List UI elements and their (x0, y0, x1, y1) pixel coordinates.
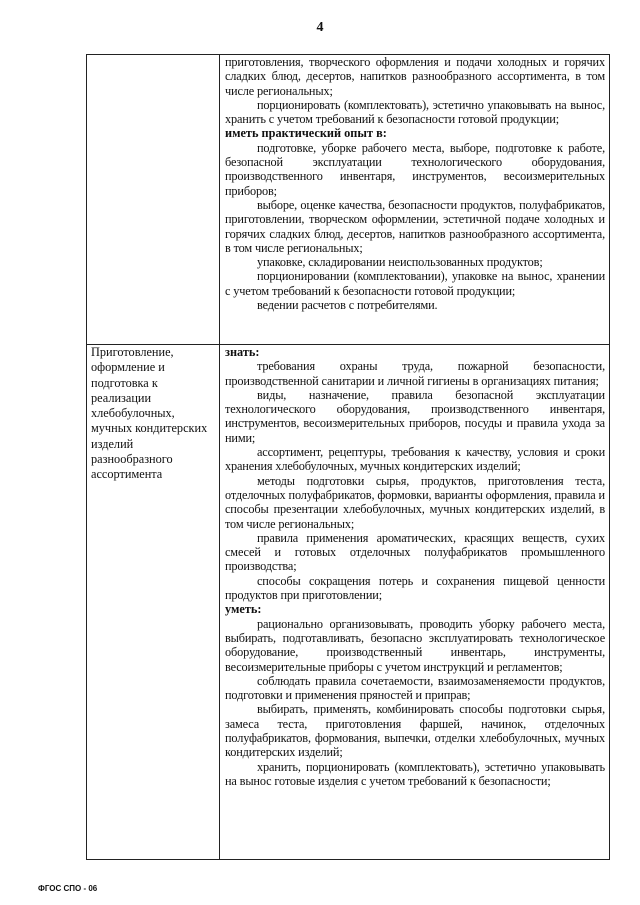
requirement-item: выбирать, применять, комбинировать способы подготовки сырья, замеса теста, приготовления фаршей, начинок, отделочных полуфабрикатов, формования, выпечки, отделки хлебобулочных, мучных кондитерских изделий; (225, 702, 605, 760)
requirement-item: порционировать (комплектовать), эстетично упаковывать на вынос, хранить с учетом требований к безопасности готовой продукции; (225, 97, 605, 127)
requirement-item: приготовления, творческого оформления и подачи холодных и горячих сладких блюд, десертов, напитков разнообразного ассортимента, в том числе региональных; (225, 55, 605, 98)
requirement-item: виды, назначение, правила безопасной эксплуатации технологического оборудования, производственного инвентаря, инструментов, весоизмерительных приборов, посуды и правила ухода за ними; (225, 387, 605, 445)
requirement-item: подготовке, уборке рабочего места, выборе, подготовке к работе, безопасной эксплуатации технологического оборудования, производственного инвентаря, инструментов, весоизмерительных приборов; (225, 140, 605, 198)
requirement-item: методы подготовки сырья, продуктов, приготовления теста, отделочных полуфабрикатов, формовки, варианты оформления, правила и способы презентации хлебобулочных, мучных кондитерских изделий, в том числе региональных; (225, 473, 605, 531)
competency-table (86, 54, 610, 860)
module-name-cell (87, 345, 220, 860)
requirement-item: правила применения ароматических, красящих веществ, сухих смесей и готовых отделочных полуфабрикатов промышленного производства; (225, 530, 605, 574)
requirements-cell (220, 345, 610, 860)
section-heading-can: уметь: (225, 602, 262, 617)
requirement-item: выборе, оценке качества, безопасности продуктов, полуфабрикатов, приготовлении, творческом оформлении, эстетичной подаче холодных и горячих сладких блюд, десертов, напитков разнообразного ассортимента, в том числе региональных; (225, 197, 605, 255)
page-number: 4 (316, 20, 324, 35)
module-name: Приготовление, оформление и подготовка к реализации хлебобулочных, мучных кондитерских изделий разнообразного ассортимента (91, 345, 208, 482)
requirements-cell (220, 55, 610, 345)
footer-code: ФГОС СПО - 06 (38, 884, 98, 893)
requirement-item: ведении расчетов с потребителями. (257, 298, 438, 313)
requirement-item: ассортимент, рецептуры, требования к качеству, условия и сроки хранения хлебобулочных, мучных кондитерских изделий; (225, 445, 605, 474)
requirement-item: рационально организовывать, проводить уборку рабочего места, выбирать, подготавливать, безопасно эксплуатировать технологическое оборудование, производственный инвентарь, инструменты, весоизмерительные приборы с учетом инструкций и регламентов; (225, 616, 605, 674)
requirement-item: способы сокращения потерь и сохранения пищевой ценности продуктов при приготовлении; (225, 573, 605, 603)
table-row (87, 345, 610, 860)
section-heading-experience: иметь практический опыт в: (225, 126, 387, 141)
requirement-item: соблюдать правила сочетаемости, взаимозаменяемости продуктов, подготовки и применения пряностей и приправ; (225, 673, 605, 703)
module-name-cell (87, 55, 220, 345)
table-row (87, 55, 610, 345)
requirement-item: хранить, порционировать (комплектовать), эстетично упаковывать на вынос готовые изделия с учетом требований к безопасности; (225, 759, 605, 788)
requirement-item: упаковке, складировании неиспользованных продуктов; (257, 255, 543, 270)
section-heading-know: знать: (225, 345, 260, 359)
requirement-item: требования охраны труда, пожарной безопасности, производственной санитарии и личной гигиены в организациях питания; (225, 359, 605, 388)
requirement-item: порционировании (комплектовании), упаковке на вынос, хранении с учетом требований к безопасности готовой продукции; (225, 269, 605, 298)
